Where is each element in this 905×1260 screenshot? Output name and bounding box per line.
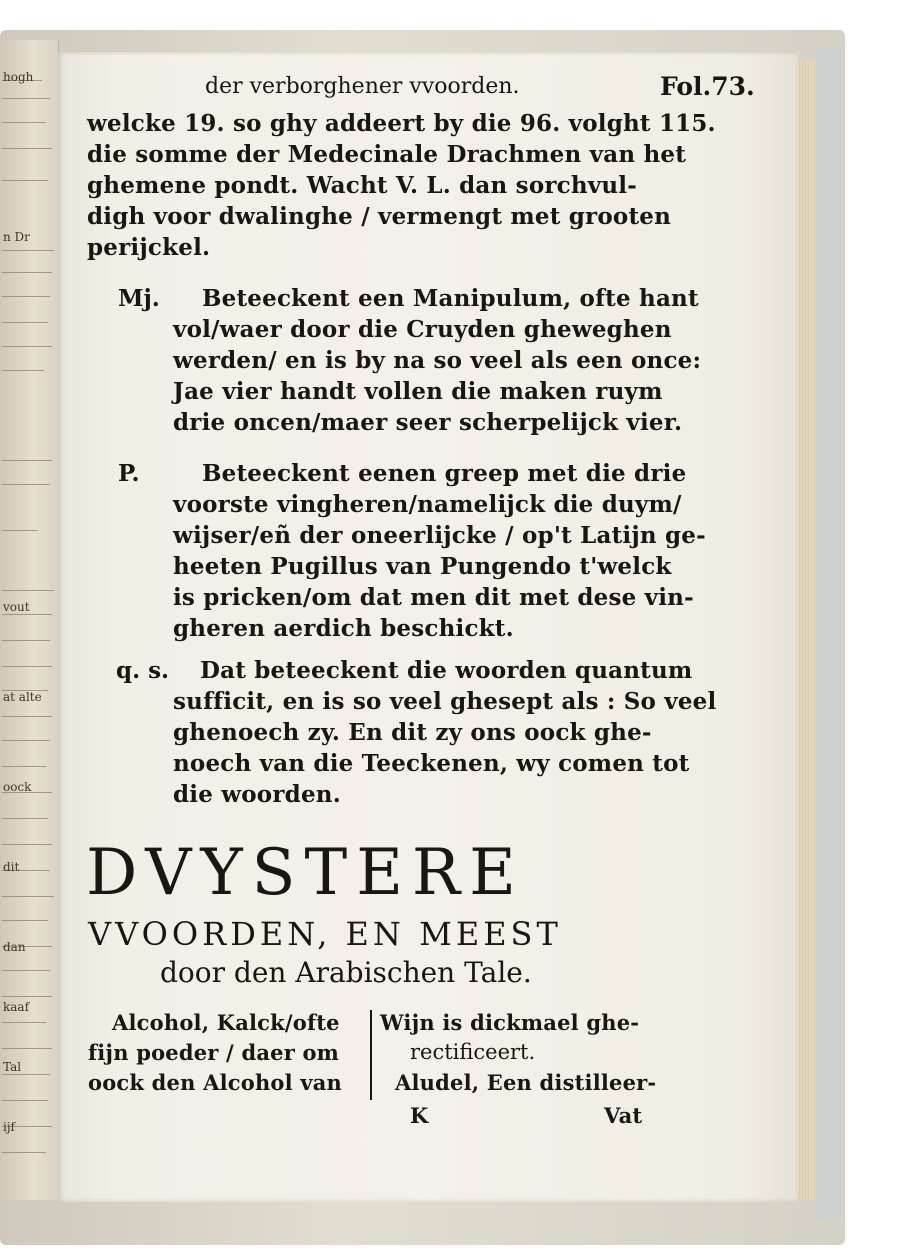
intro-line: ghemene pondt. Wacht V. L. dan sorchvul- xyxy=(87,172,637,199)
left-page-fragment: dit xyxy=(3,860,20,874)
left-page-fragment: dan xyxy=(3,940,26,954)
entry-line: sufficit, en is so veel ghesept als : So veel xyxy=(173,688,717,715)
entry-line: Jae vier handt vollen die maken ruym xyxy=(173,378,663,405)
left-page-fragment: oock xyxy=(3,780,32,794)
intro-line: welcke 19. so ghy addeert by die 96. volght 115. xyxy=(87,110,716,137)
left-page-edge xyxy=(0,40,59,1200)
running-header: der verborghener vvoorden. xyxy=(205,74,520,99)
entry-line: ghenoech zy. En dit zy ons oock ghe- xyxy=(173,719,652,746)
left-column-line: oock den Alcohol van xyxy=(88,1070,342,1095)
right-column-line: Aludel, Een distilleer- xyxy=(395,1070,657,1095)
entry-line: voorste vingheren/namelijck die duym/ xyxy=(173,491,682,518)
entry-line: Dat beteeckent die woorden quantum xyxy=(200,657,693,684)
left-page-fragment: vout xyxy=(3,600,30,614)
column-divider xyxy=(370,1010,372,1100)
entry-marker: q. s. xyxy=(116,657,170,684)
section-title: DVYSTERE xyxy=(86,836,525,910)
left-page-fragment: ijf xyxy=(3,1120,15,1134)
right-column-line: Wijn is dickmael ghe- xyxy=(380,1010,640,1035)
book-cover-edge xyxy=(816,48,842,1218)
intro-line: digh voor dwalinghe / vermengt met grooten xyxy=(87,203,672,230)
intro-line: die somme der Medecinale Drachmen van het xyxy=(87,141,687,168)
intro-line: perijckel. xyxy=(87,234,211,261)
left-page-fragment: at alte xyxy=(3,690,42,704)
catchword-left: K xyxy=(410,1103,429,1128)
entry-line: heeten Pugillus van Pungendo t'welck xyxy=(173,553,672,580)
right-column-line: rectificeert. xyxy=(410,1040,536,1064)
section-subtitle: VVOORDEN, EN MEEST xyxy=(88,915,562,953)
entry-line: Beteeckent een Manipulum, ofte hant xyxy=(202,285,699,312)
section-subtitle-line: door den Arabischen Tale. xyxy=(160,956,532,989)
catchword-right: Vat xyxy=(604,1103,643,1128)
left-page-fragment: Tal xyxy=(3,1060,22,1074)
page-fore-edge xyxy=(798,60,816,1200)
entry-marker: Mj. xyxy=(118,285,160,312)
entry-line: Beteeckent eenen greep met die drie xyxy=(202,460,687,487)
left-page-fragment: hogh xyxy=(3,70,34,84)
entry-marker: P. xyxy=(118,460,140,487)
entry-line: die woorden. xyxy=(173,781,341,808)
entry-line: gheren aerdich beschickt. xyxy=(173,615,514,642)
entry-line: werden/ en is by na so veel als een once: xyxy=(173,347,702,374)
left-column-line: fijn poeder / daer om xyxy=(88,1040,340,1065)
entry-line: wijser/eñ der oneerlijcke / op't Latijn ge- xyxy=(173,522,706,549)
folio-number: Fol.73. xyxy=(660,72,755,101)
left-page-fragment: n Dr xyxy=(3,230,30,244)
entry-line: noech van die Teeckenen, wy comen tot xyxy=(173,750,690,777)
entry-line: vol/waer door die Cruyden gheweghen xyxy=(173,316,672,343)
left-page-fragment: kaaf xyxy=(3,1000,30,1014)
entry-line: is pricken/om dat men dit met dese vin- xyxy=(173,584,694,611)
left-column-line: Alcohol, Kalck/ofte xyxy=(112,1010,340,1035)
entry-line: drie oncen/maer seer scherpelijck vier. xyxy=(173,409,683,436)
